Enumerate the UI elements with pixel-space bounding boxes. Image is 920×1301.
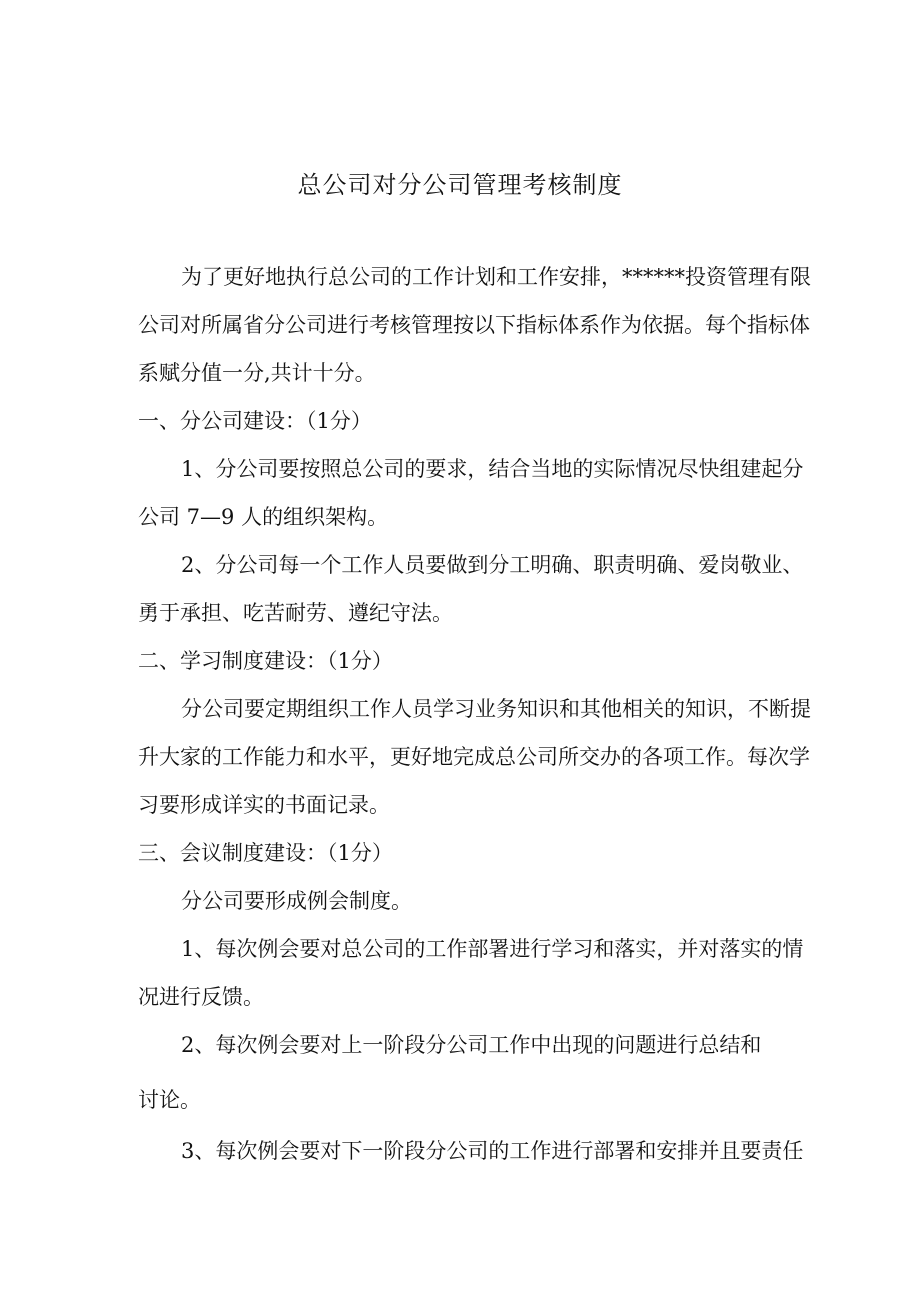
meeting-item-2-line-2: 讨论。: [138, 1088, 201, 1112]
meeting-item-3-line-1: 3、每次例会要对下一阶段分公司的工作进行部署和安排并且要责任: [181, 1139, 804, 1163]
paragraph-intro-line-3: 系赋分值一分,共计十分。: [138, 361, 376, 385]
meeting-paragraph-line-1: 分公司要形成例会制度。: [181, 889, 412, 913]
item-1-line-1: 1、分公司要按照总公司的要求，结合当地的实际情况尽快组建起分: [181, 457, 804, 481]
section-heading-study-system: 二、学习制度建设：（1分）: [138, 649, 393, 673]
section-heading-meeting-system: 三、会议制度建设：（1分）: [138, 841, 393, 865]
section-heading-branch-construction: 一、分公司建设：（1分）: [138, 409, 372, 433]
study-paragraph-line-3: 习要形成详实的书面记录。: [138, 793, 390, 817]
study-paragraph-line-1: 分公司要定期组织工作人员学习业务知识和其他相关的知识，不断提: [181, 697, 811, 721]
item-1-line-2: 公司 7—9 人的组织架构。: [138, 505, 389, 529]
meeting-item-1-line-1: 1、每次例会要对总公司的工作部署进行学习和落实，并对落实的情: [181, 937, 804, 961]
meeting-item-2-line-1: 2、每次例会要对上一阶段分公司工作中出现的问题进行总结和: [181, 1033, 762, 1057]
item-2-line-2: 勇于承担、吃苦耐劳、遵纪守法。: [138, 601, 453, 625]
document-title: 总公司对分公司管理考核制度: [297, 171, 623, 199]
meeting-item-1-line-2: 况进行反馈。: [138, 985, 264, 1009]
paragraph-intro-line-1: 为了更好地执行总公司的工作计划和工作安排，******投资管理有限: [181, 265, 811, 289]
study-paragraph-line-2: 升大家的工作能力和水平，更好地完成总公司所交办的各项工作。每次学: [138, 745, 810, 769]
item-2-line-1: 2、分公司每一个工作人员要做到分工明确、职责明确、爱岗敬业、: [181, 553, 804, 577]
paragraph-intro-line-2: 公司对所属省分公司进行考核管理按以下指标体系作为依据。每个指标体: [138, 313, 810, 337]
